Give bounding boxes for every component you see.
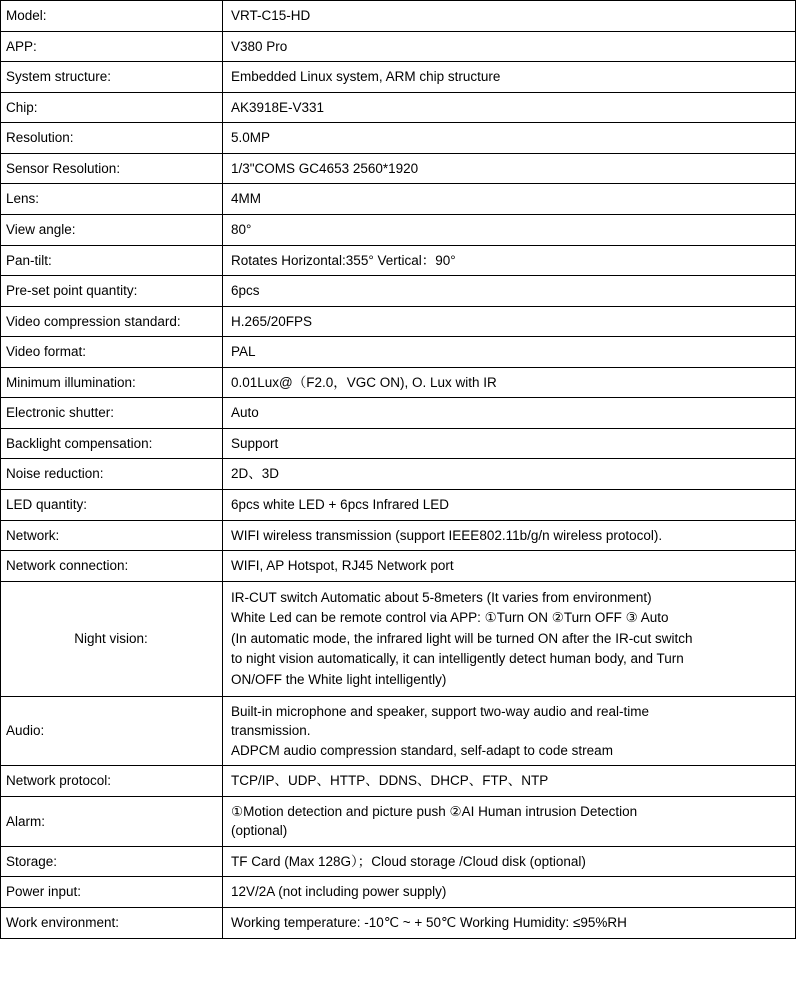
spec-value: 5.0MP — [223, 123, 796, 154]
spec-value: H.265/20FPS — [223, 306, 796, 337]
spec-label: Chip: — [1, 92, 223, 123]
spec-label: Sensor Resolution: — [1, 153, 223, 184]
spec-value-line: transmission. — [231, 723, 311, 739]
spec-value — [223, 796, 796, 846]
spec-value-line: to night vision automatically, it can intelligently detect human body, and Turn — [231, 651, 684, 667]
spec-value: 80° — [223, 214, 796, 245]
table-row — [1, 62, 796, 93]
table-row — [1, 276, 796, 307]
spec-value: Embedded Linux system, ARM chip structure — [223, 62, 796, 93]
spec-label: Network connection: — [1, 551, 223, 582]
spec-value-line: ADPCM audio compression standard, self-adapt to code stream — [231, 742, 613, 758]
spec-label: Video compression standard: — [1, 306, 223, 337]
spec-label: Audio: — [1, 696, 223, 766]
spec-value: VRT-C15-HD — [223, 1, 796, 32]
table-row — [1, 367, 796, 398]
spec-value: WIFI wireless transmission (support IEEE802.11b/g/n wireless protocol). — [223, 520, 796, 551]
spec-value: TF Card (Max 128G）；Cloud storage /Cloud disk (optional) — [223, 846, 796, 877]
spec-label: Model: — [1, 1, 223, 32]
spec-value-line: Built-in microphone and speaker, support two-way audio and real-time — [231, 703, 649, 719]
spec-value-line: ON/OFF the White light intelligently) — [231, 671, 447, 687]
spec-value-line: (In automatic mode, the infrared light will be turned ON after the IR-cut switch — [231, 630, 693, 646]
table-row — [1, 337, 796, 368]
spec-value-line: White Led can be remote control via APP: ①Turn ON ②Turn OFF ③ Auto — [231, 610, 669, 626]
spec-value: TCP/IP、UDP、HTTP、DDNS、DHCP、FTP、NTP — [223, 766, 796, 797]
spec-value: 6pcs white LED + 6pcs Infrared LED — [223, 490, 796, 521]
table-row — [1, 766, 796, 797]
table-row — [1, 306, 796, 337]
table-row — [1, 123, 796, 154]
spec-value-line: IR-CUT switch Automatic about 5-8meters (It varies from environment) — [231, 589, 652, 605]
spec-label: Alarm: — [1, 796, 223, 846]
spec-label: LED quantity: — [1, 490, 223, 521]
table-row — [1, 214, 796, 245]
specifications-table-body — [1, 1, 796, 939]
table-row — [1, 1, 796, 32]
spec-value: 4MM — [223, 184, 796, 215]
spec-label: Network protocol: — [1, 766, 223, 797]
table-row — [1, 796, 796, 846]
spec-label: Pan-tilt: — [1, 245, 223, 276]
spec-value — [223, 696, 796, 766]
table-row — [1, 398, 796, 429]
spec-value: Rotates Horizontal:355° Vertical：90° — [223, 245, 796, 276]
spec-label: Storage: — [1, 846, 223, 877]
table-row — [1, 581, 796, 696]
spec-value: Auto — [223, 398, 796, 429]
spec-label: APP: — [1, 31, 223, 62]
spec-label: Night vision: — [1, 581, 223, 696]
spec-value — [223, 581, 796, 696]
spec-label: View angle: — [1, 214, 223, 245]
spec-value: 1/3"COMS GC4653 2560*1920 — [223, 153, 796, 184]
table-row — [1, 551, 796, 582]
spec-label: Pre-set point quantity: — [1, 276, 223, 307]
table-row — [1, 490, 796, 521]
spec-value: Working temperature: -10℃ ~ + 50℃ Working Humidity: ≤95%RH — [223, 908, 796, 939]
table-row — [1, 459, 796, 490]
spec-value: WIFI, AP Hotspot, RJ45 Network port — [223, 551, 796, 582]
table-row — [1, 31, 796, 62]
spec-value: 6pcs — [223, 276, 796, 307]
spec-value-line: ①Motion detection and picture push ②AI Human intrusion Detection — [231, 803, 638, 819]
table-row — [1, 184, 796, 215]
spec-label: System structure: — [1, 62, 223, 93]
spec-value: AK3918E-V331 — [223, 92, 796, 123]
spec-label: Noise reduction: — [1, 459, 223, 490]
spec-label: Minimum illumination: — [1, 367, 223, 398]
table-row — [1, 908, 796, 939]
spec-value: 2D、3D — [223, 459, 796, 490]
spec-value-line: (optional) — [231, 823, 288, 839]
table-row — [1, 696, 796, 766]
spec-label: Power input: — [1, 877, 223, 908]
spec-label: Work environment: — [1, 908, 223, 939]
spec-label: Lens: — [1, 184, 223, 215]
table-row — [1, 520, 796, 551]
spec-value: Support — [223, 428, 796, 459]
spec-value: PAL — [223, 337, 796, 368]
table-row — [1, 877, 796, 908]
spec-value: 12V/2A (not including power supply) — [223, 877, 796, 908]
spec-label: Network: — [1, 520, 223, 551]
table-row — [1, 846, 796, 877]
spec-label: Electronic shutter: — [1, 398, 223, 429]
table-row — [1, 153, 796, 184]
spec-value: V380 Pro — [223, 31, 796, 62]
spec-label: Video format: — [1, 337, 223, 368]
table-row — [1, 428, 796, 459]
spec-label: Resolution: — [1, 123, 223, 154]
spec-label: Backlight compensation: — [1, 428, 223, 459]
spec-value: 0.01Lux@（F2.0，VGC ON), O. Lux with IR — [223, 367, 796, 398]
table-row — [1, 245, 796, 276]
table-row — [1, 92, 796, 123]
